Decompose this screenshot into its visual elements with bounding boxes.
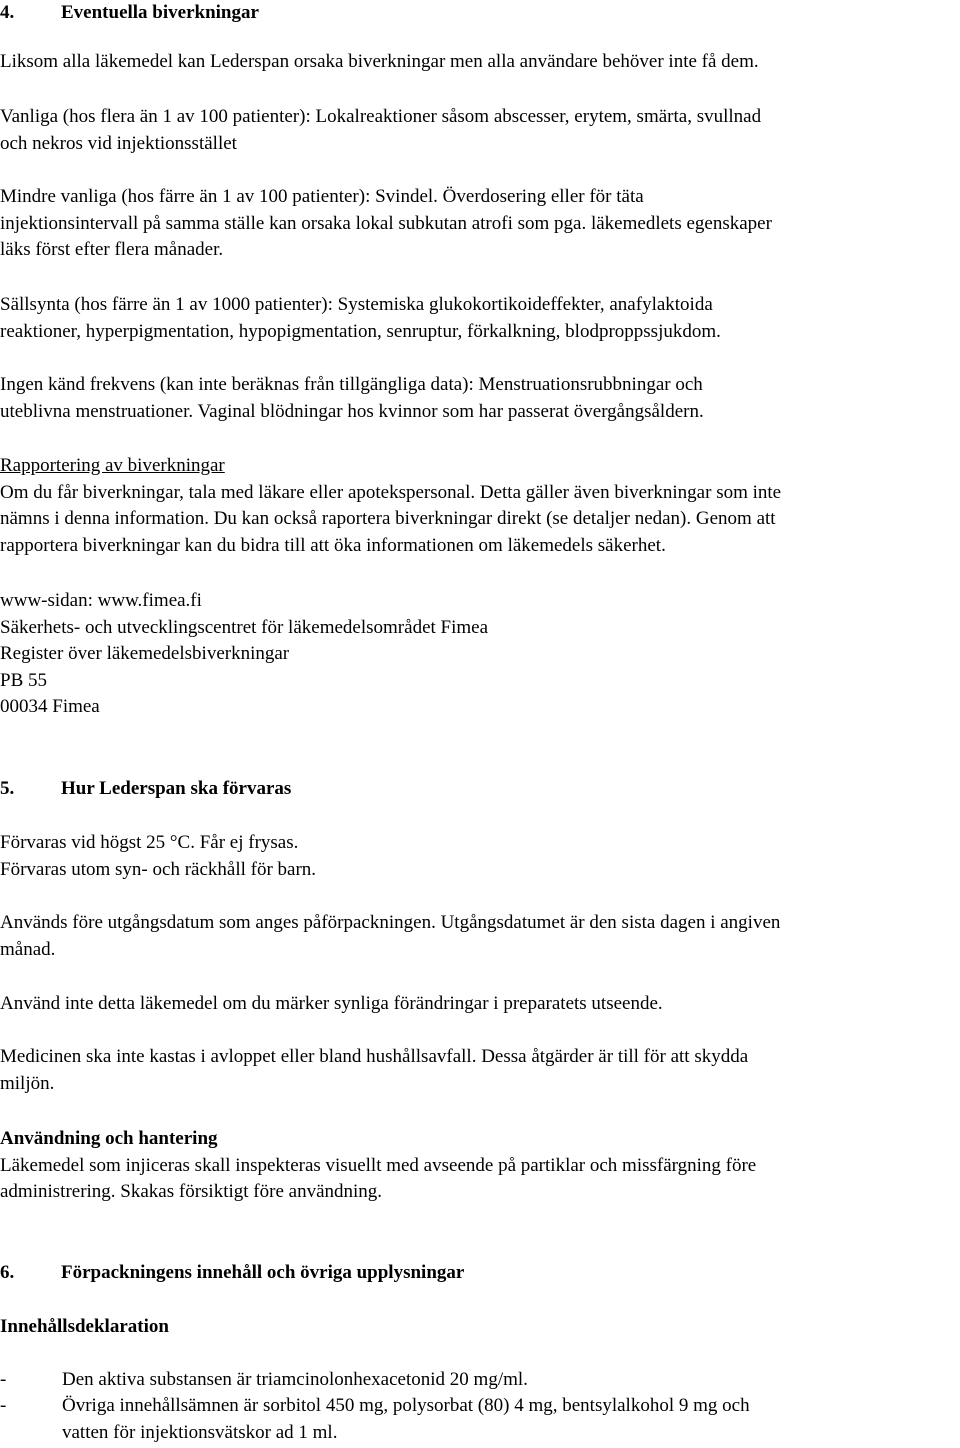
visible-changes-warning: Använd inte detta läkemedel om du märker synliga förändringar i preparatets utseende. (0, 993, 663, 1014)
bullet-dash: - (0, 1369, 7, 1390)
bullet-dash: - (0, 1395, 7, 1416)
side-effects-intro: Liksom alla läkemedel kan Lederspan orsaka biverkningar men alla användare behöver inte få dem. (0, 51, 759, 72)
section-6-heading (0, 1260, 958, 1287)
storage-instructions: Förvaras vid högst 25 °C. Får ej frysas. Förvaras utom syn- och räckhåll för barn. (0, 832, 317, 880)
handling-section: Användning och hantering Läkemedel som injiceras skall inspekteras visuellt med avseende på partiklar och missfärgning före administrering. Skakas försiktigt före användning. (0, 1126, 958, 1206)
reporting-contact (0, 588, 958, 721)
postal-address: 00034 Fimea (0, 696, 100, 717)
common-side-effects: Vanliga (hos flera än 1 av 100 patienter): Lokalreaktioner såsom abscesser, erytem, smärta, svullnad och nekros vid injektionsstället (0, 106, 762, 154)
section-6-number: 6. (0, 1262, 15, 1283)
expiry-instructions: Används före utgångsdatum som anges påförpackningen. Utgångsdatumet är den sista dagen i angiven månad. (0, 912, 781, 960)
agency-name: Säkerhets- och utvecklingscentret för läkemedelsområdet Fimea (0, 616, 489, 638)
reporting-section: Rapportering av biverkningar Om du får biverkningar, tala med läkare eller apotekspersonal. Detta gäller även biverkningar som inte nämns i denna information. Du kan också raportera biverkningar direkt (se detaljer nedan). Genom att rapportera biverkningar kan du bidra till att öka informationen om läkemedels säkerhet. (0, 453, 958, 559)
declaration-heading: Innehållsdeklaration (0, 1316, 169, 1337)
po-box: PB 55 (0, 669, 47, 691)
disposal-instructions: Medicinen ska inte kastas i avloppet eller bland hushållsavfall. Dessa åtgärder är till för att skydda miljön. (0, 1046, 749, 1094)
website-line: www-sidan: www.fimea.fi (0, 590, 202, 611)
section-4-number: 4. (0, 2, 15, 23)
reporting-heading: Rapportering av biverkningar (0, 455, 225, 476)
section-5-heading (0, 776, 958, 803)
rare-side-effects: Sällsynta (hos färre än 1 av 1000 patienter): Systemiska glukokortikoideffekter, anafylaktoida reaktioner, hyperpigmentation, hypopigmentation, senruptur, förkalkning, blodproppssjukdom. (0, 294, 721, 342)
unknown-frequency-side-effects: Ingen känd frekvens (kan inte beräknas från tillgängliga data): Menstruationsrubbningar och uteblivna menstruationer. Vaginal blödningar hos kvinnor som har passerat övergångsåldern. (0, 374, 704, 422)
uncommon-side-effects: Mindre vanliga (hos färre än 1 av 100 patienter): Svindel. Överdosering eller för täta injektionsintervall på samma ställe kan orsaka lokal subkutan atrofi som pga. läkemedlets egenskaper läks först efter flera månader. (0, 186, 772, 260)
section-6-title: Förpackningens innehåll och övriga upplysningar (61, 1262, 465, 1283)
handling-heading: Användning och hantering (0, 1128, 218, 1149)
section-5-title: Hur Lederspan ska förvaras (61, 778, 292, 799)
register-name: Register över läkemedelsbiverkningar (0, 643, 290, 664)
section-4-title: Eventuella biverkningar (61, 2, 259, 23)
section-5-number: 5. (0, 778, 15, 799)
section-4-heading (0, 0, 958, 27)
